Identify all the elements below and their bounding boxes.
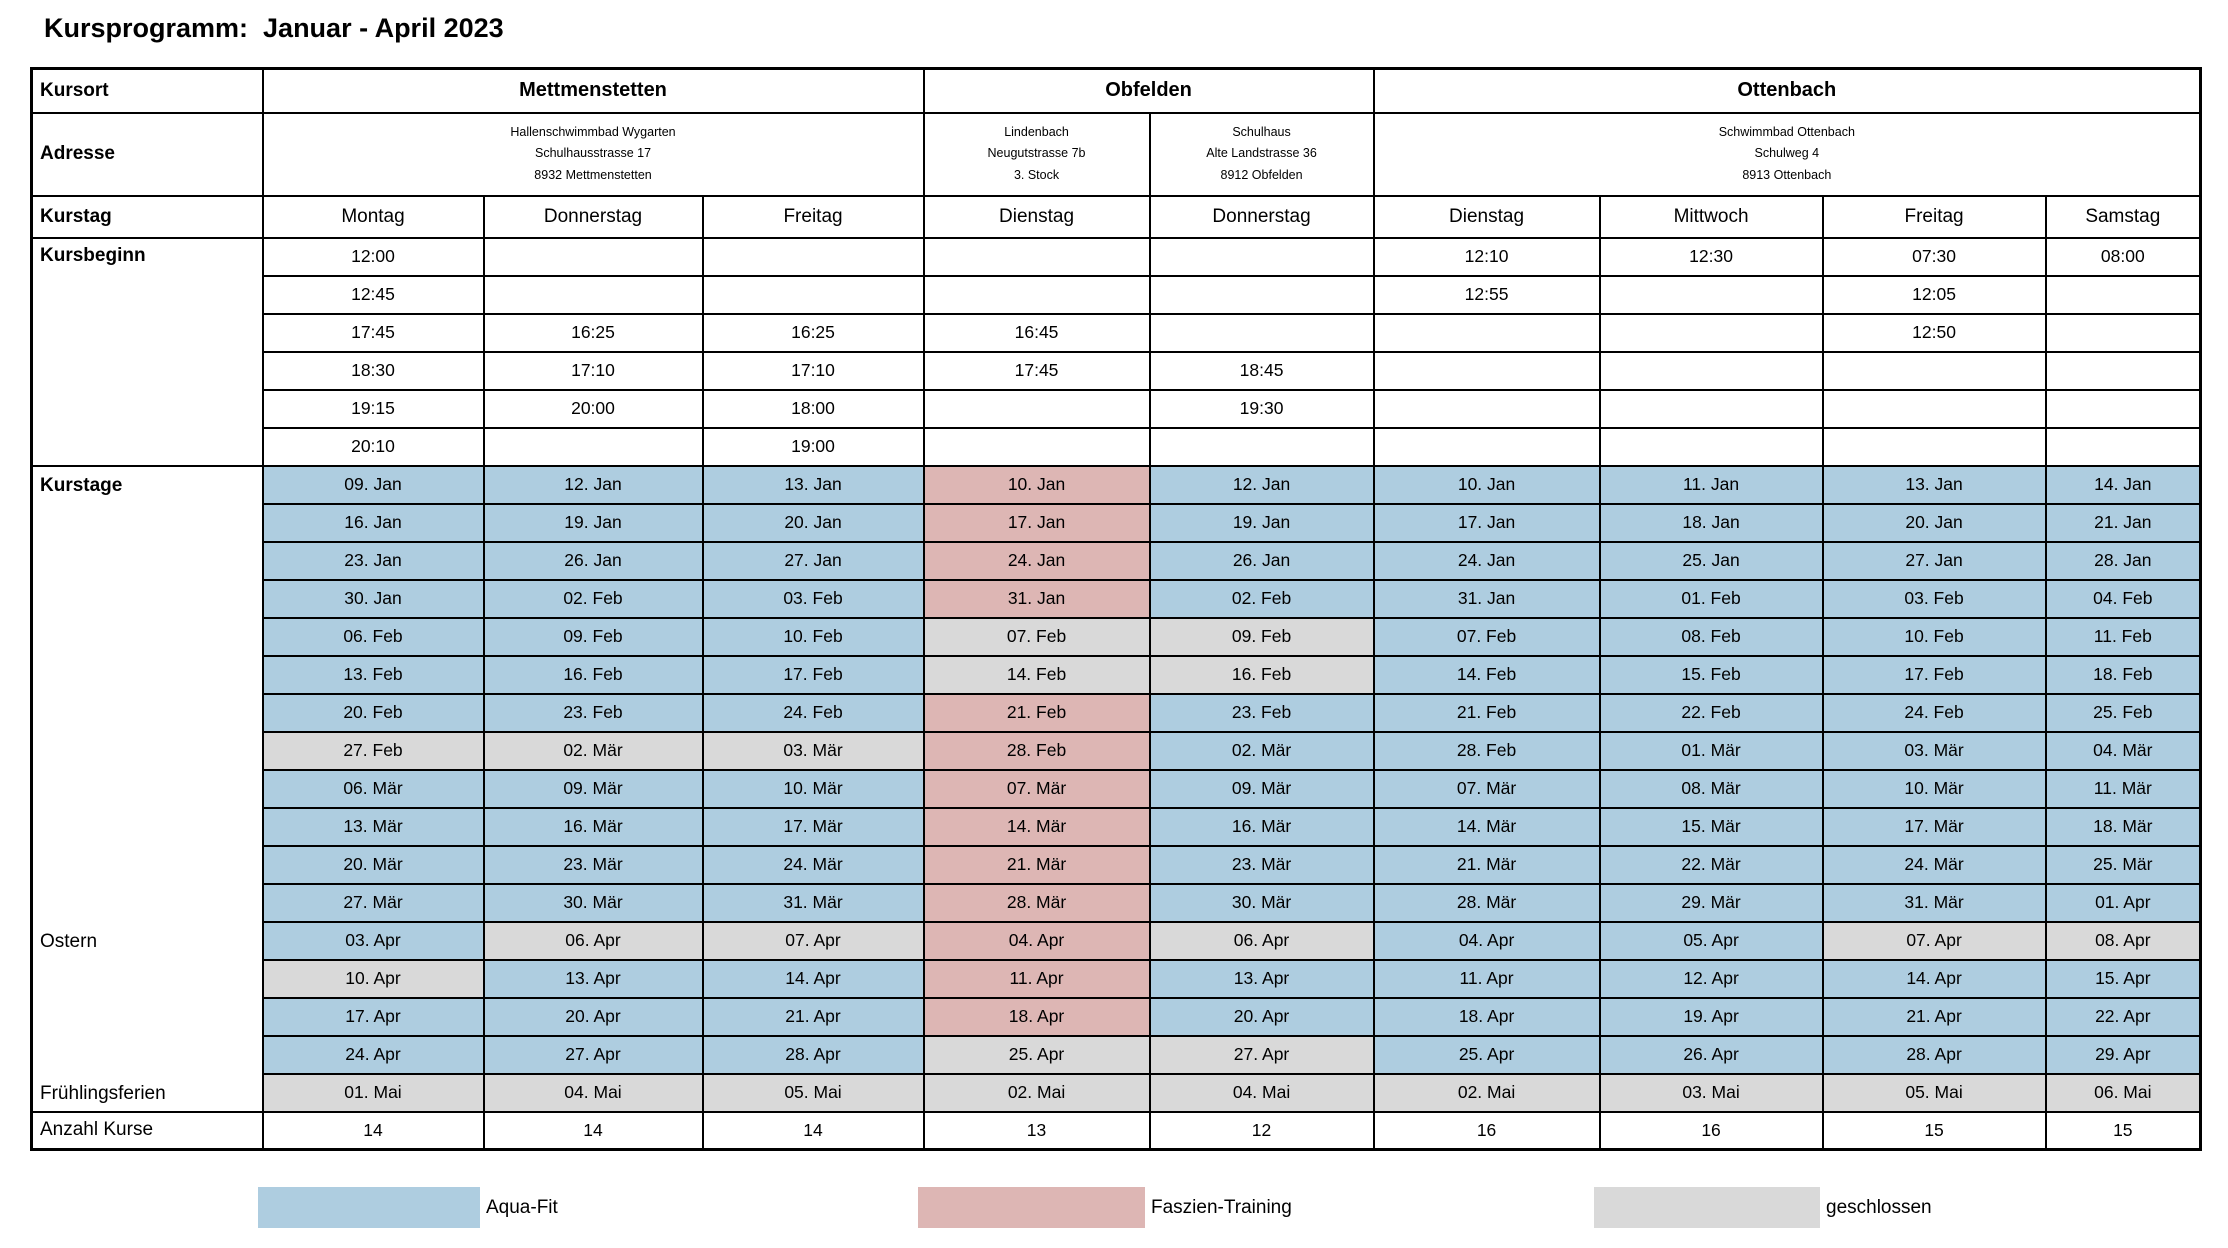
date-cell: 11. Apr xyxy=(924,960,1150,998)
time-cell: 12:10 xyxy=(1374,238,1600,276)
date-cell: 21. Apr xyxy=(703,998,924,1036)
kurstage-row xyxy=(32,846,2201,884)
time-cell xyxy=(2046,314,2201,352)
address-cell xyxy=(924,113,1150,196)
kurstage-row xyxy=(32,504,2201,542)
course-count-cell: 14 xyxy=(703,1112,924,1150)
time-cell: 12:50 xyxy=(1823,314,2046,352)
time-cell: 08:00 xyxy=(2046,238,2201,276)
date-cell: 29. Apr xyxy=(2046,1036,2201,1074)
date-cell: 27. Apr xyxy=(1150,1036,1374,1074)
date-cell: 01. Feb xyxy=(1600,580,1823,618)
time-cell: 12:30 xyxy=(1600,238,1823,276)
date-cell: 18. Apr xyxy=(1374,998,1600,1036)
date-cell: 17. Mär xyxy=(703,808,924,846)
date-cell: 13. Feb xyxy=(263,656,484,694)
time-cell: 07:30 xyxy=(1823,238,2046,276)
address-line: 3. Stock xyxy=(1013,167,1060,182)
legend-item-faszien-training xyxy=(918,1187,1292,1228)
date-cell: 25. Feb xyxy=(2046,694,2201,732)
day-header: Freitag xyxy=(1823,196,2046,238)
date-cell: 07. Mär xyxy=(1374,770,1600,808)
time-cell: 18:00 xyxy=(703,390,924,428)
date-cell: 30. Mär xyxy=(1150,884,1374,922)
address-line: Schulhaus xyxy=(1232,125,1291,140)
kurstage-row xyxy=(32,1036,2201,1074)
date-cell: 18. Feb xyxy=(2046,656,2201,694)
kurstage-row xyxy=(32,1074,2201,1112)
anzahl-row xyxy=(32,1112,2201,1150)
time-cell: 16:25 xyxy=(484,314,703,352)
time-cell: 17:45 xyxy=(924,352,1150,390)
time-cell xyxy=(1374,390,1600,428)
date-cell: 02. Mai xyxy=(1374,1074,1600,1112)
date-cell: 24. Feb xyxy=(703,694,924,732)
date-cell: 10. Apr xyxy=(263,960,484,998)
course-count-cell: 16 xyxy=(1374,1112,1600,1150)
time-cell: 20:10 xyxy=(263,428,484,466)
kursbeginn-row xyxy=(32,314,2201,352)
day-header: Dienstag xyxy=(1374,196,1600,238)
date-cell: 17. Feb xyxy=(703,656,924,694)
kurstage-row xyxy=(32,466,2201,504)
date-cell: 20. Apr xyxy=(484,998,703,1036)
kurstage-row xyxy=(32,998,2201,1036)
kursbeginn-row xyxy=(32,428,2201,466)
date-cell: 10. Jan xyxy=(924,466,1150,504)
date-cell: 11. Mär xyxy=(2046,770,2201,808)
date-cell: 09. Feb xyxy=(484,618,703,656)
date-cell: 28. Apr xyxy=(1823,1036,2046,1074)
kurstage-row xyxy=(32,656,2201,694)
time-cell xyxy=(1150,276,1374,314)
date-cell: 17. Feb xyxy=(1823,656,2046,694)
date-cell: 07. Feb xyxy=(1374,618,1600,656)
time-cell xyxy=(1374,314,1600,352)
location-header: Mettmenstetten xyxy=(263,69,924,113)
time-cell xyxy=(1600,314,1823,352)
kursort-row xyxy=(32,69,2201,113)
anzahl-kurse-label: Anzahl Kurse xyxy=(32,1112,263,1150)
date-cell: 14. Apr xyxy=(1823,960,2046,998)
date-cell: 04. Feb xyxy=(2046,580,2201,618)
date-cell: 31. Jan xyxy=(924,580,1150,618)
address-line: 8932 Mettmenstetten xyxy=(534,167,652,182)
address-line: 8912 Obfelden xyxy=(1220,167,1303,182)
time-cell: 16:45 xyxy=(924,314,1150,352)
location-header: Ottenbach xyxy=(1374,69,2201,113)
legend-label: geschlossen xyxy=(1826,1196,1932,1218)
date-cell: 16. Feb xyxy=(1150,656,1374,694)
ostern-label: Ostern xyxy=(40,930,98,952)
kurstage-row xyxy=(32,542,2201,580)
time-cell xyxy=(1823,428,2046,466)
address-line: Neugutstrasse 7b xyxy=(987,146,1086,161)
date-cell: 30. Jan xyxy=(263,580,484,618)
date-cell: 21. Mär xyxy=(1374,846,1600,884)
date-cell: 03. Mär xyxy=(1823,732,2046,770)
date-cell: 20. Jan xyxy=(1823,504,2046,542)
time-cell xyxy=(924,428,1150,466)
day-header: Dienstag xyxy=(924,196,1150,238)
date-cell: 17. Apr xyxy=(263,998,484,1036)
date-cell: 02. Mär xyxy=(484,732,703,770)
time-cell xyxy=(1150,238,1374,276)
kurstage-row xyxy=(32,960,2201,998)
kursbeginn-label: Kursbeginn xyxy=(32,238,263,466)
date-cell: 19. Apr xyxy=(1600,998,1823,1036)
time-cell xyxy=(484,276,703,314)
date-cell: 16. Mär xyxy=(484,808,703,846)
address-cell xyxy=(1150,113,1374,196)
date-cell: 26. Jan xyxy=(484,542,703,580)
date-cell: 08. Apr xyxy=(2046,922,2201,960)
date-cell: 01. Mai xyxy=(263,1074,484,1112)
date-cell: 10. Mär xyxy=(703,770,924,808)
date-cell: 01. Mär xyxy=(1600,732,1823,770)
kurstage-row xyxy=(32,732,2201,770)
adresse-row xyxy=(32,113,2201,196)
date-cell: 15. Apr xyxy=(2046,960,2201,998)
date-cell: 12. Jan xyxy=(1150,466,1374,504)
date-cell: 07. Apr xyxy=(1823,922,2046,960)
date-cell: 02. Mär xyxy=(1150,732,1374,770)
date-cell: 24. Apr xyxy=(263,1036,484,1074)
kurstag-label: Kurstag xyxy=(32,196,263,238)
time-cell: 17:45 xyxy=(263,314,484,352)
time-cell: 20:00 xyxy=(484,390,703,428)
date-cell: 14. Jan xyxy=(2046,466,2201,504)
legend-item-aqua-fit xyxy=(258,1187,558,1228)
date-cell: 23. Feb xyxy=(484,694,703,732)
course-count-cell: 13 xyxy=(924,1112,1150,1150)
day-header: Montag xyxy=(263,196,484,238)
date-cell: 26. Apr xyxy=(1600,1036,1823,1074)
date-cell: 21. Apr xyxy=(1823,998,2046,1036)
time-cell xyxy=(1600,390,1823,428)
date-cell: 13. Jan xyxy=(1823,466,2046,504)
date-cell: 21. Feb xyxy=(1374,694,1600,732)
time-cell xyxy=(1823,352,2046,390)
time-cell: 19:30 xyxy=(1150,390,1374,428)
date-cell: 14. Feb xyxy=(1374,656,1600,694)
date-cell: 02. Feb xyxy=(484,580,703,618)
time-cell: 12:05 xyxy=(1823,276,2046,314)
kursbeginn-row xyxy=(32,238,2201,276)
date-cell: 09. Mär xyxy=(1150,770,1374,808)
date-cell: 21. Jan xyxy=(2046,504,2201,542)
date-cell: 21. Feb xyxy=(924,694,1150,732)
date-cell: 06. Mär xyxy=(263,770,484,808)
time-cell: 12:55 xyxy=(1374,276,1600,314)
time-cell xyxy=(484,238,703,276)
kurstage-row xyxy=(32,618,2201,656)
date-cell: 05. Mai xyxy=(703,1074,924,1112)
date-cell: 13. Apr xyxy=(484,960,703,998)
date-cell: 03. Mai xyxy=(1600,1074,1823,1112)
date-cell: 10. Jan xyxy=(1374,466,1600,504)
date-cell: 05. Apr xyxy=(1600,922,1823,960)
date-cell: 18. Mär xyxy=(2046,808,2201,846)
address-line: Hallenschwimmbad Wygarten xyxy=(510,125,676,140)
time-cell: 18:30 xyxy=(263,352,484,390)
date-cell: 14. Mär xyxy=(924,808,1150,846)
date-cell: 12. Apr xyxy=(1600,960,1823,998)
location-header: Obfelden xyxy=(924,69,1374,113)
kurstage-row xyxy=(32,694,2201,732)
date-cell: 07. Feb xyxy=(924,618,1150,656)
date-cell: 04. Mai xyxy=(484,1074,703,1112)
date-cell: 18. Apr xyxy=(924,998,1150,1036)
fruehlingsferien-label: Frühlingsferien xyxy=(40,1082,166,1104)
time-cell: 16:25 xyxy=(703,314,924,352)
course-count-cell: 15 xyxy=(1823,1112,2046,1150)
date-cell: 11. Jan xyxy=(1600,466,1823,504)
date-cell: 24. Mär xyxy=(1823,846,2046,884)
date-cell: 04. Mai xyxy=(1150,1074,1374,1112)
date-cell: 28. Jan xyxy=(2046,542,2201,580)
date-cell: 08. Feb xyxy=(1600,618,1823,656)
date-cell: 13. Jan xyxy=(703,466,924,504)
date-cell: 14. Mär xyxy=(1374,808,1600,846)
adresse-label: Adresse xyxy=(32,113,263,196)
date-cell: 01. Apr xyxy=(2046,884,2201,922)
date-cell: 19. Jan xyxy=(484,504,703,542)
date-cell: 07. Mär xyxy=(924,770,1150,808)
day-header: Freitag xyxy=(703,196,924,238)
course-count-cell: 12 xyxy=(1150,1112,1374,1150)
date-cell: 12. Jan xyxy=(484,466,703,504)
legend-swatch xyxy=(1594,1187,1820,1228)
address-cell xyxy=(1374,113,2201,196)
time-cell: 18:45 xyxy=(1150,352,1374,390)
date-cell: 24. Jan xyxy=(924,542,1150,580)
date-cell: 06. Mai xyxy=(2046,1074,2201,1112)
date-cell: 19. Jan xyxy=(1150,504,1374,542)
date-cell: 16. Jan xyxy=(263,504,484,542)
date-cell: 23. Feb xyxy=(1150,694,1374,732)
date-cell: 10. Mär xyxy=(1823,770,2046,808)
date-cell: 26. Jan xyxy=(1150,542,1374,580)
time-cell xyxy=(703,276,924,314)
date-cell: 25. Jan xyxy=(1600,542,1823,580)
legend-label: Aqua-Fit xyxy=(486,1196,558,1218)
address-cell xyxy=(263,113,924,196)
kursort-label: Kursort xyxy=(32,69,263,113)
date-cell: 22. Feb xyxy=(1600,694,1823,732)
time-cell xyxy=(2046,276,2201,314)
kursbeginn-row xyxy=(32,352,2201,390)
time-cell xyxy=(1374,352,1600,390)
time-cell xyxy=(2046,352,2201,390)
date-cell: 24. Mär xyxy=(703,846,924,884)
date-cell: 25. Mär xyxy=(2046,846,2201,884)
time-cell xyxy=(1150,428,1374,466)
kursbeginn-row xyxy=(32,390,2201,428)
legend-swatch xyxy=(258,1187,480,1228)
date-cell: 25. Apr xyxy=(924,1036,1150,1074)
date-cell: 28. Apr xyxy=(703,1036,924,1074)
date-cell: 04. Apr xyxy=(924,922,1150,960)
date-cell: 30. Mär xyxy=(484,884,703,922)
date-cell: 28. Mär xyxy=(1374,884,1600,922)
address-line: 8913 Ottenbach xyxy=(1742,167,1832,182)
date-cell: 28. Feb xyxy=(924,732,1150,770)
date-cell: 09. Mär xyxy=(484,770,703,808)
date-cell: 20. Jan xyxy=(703,504,924,542)
day-header: Donnerstag xyxy=(484,196,703,238)
time-cell: 19:00 xyxy=(703,428,924,466)
date-cell: 03. Feb xyxy=(703,580,924,618)
address-line: Alte Landstrasse 36 xyxy=(1206,146,1317,161)
time-cell: 17:10 xyxy=(484,352,703,390)
date-cell: 20. Mär xyxy=(263,846,484,884)
date-cell: 28. Feb xyxy=(1374,732,1600,770)
date-cell: 05. Mai xyxy=(1823,1074,2046,1112)
kurstage-label-cell xyxy=(32,466,263,1112)
course-count-cell: 15 xyxy=(2046,1112,2201,1150)
day-header: Samstag xyxy=(2046,196,2201,238)
date-cell: 22. Apr xyxy=(2046,998,2201,1036)
date-cell: 03. Feb xyxy=(1823,580,2046,618)
date-cell: 29. Mär xyxy=(1600,884,1823,922)
time-cell: 19:15 xyxy=(263,390,484,428)
legend xyxy=(30,1187,2199,1247)
date-cell: 06. Apr xyxy=(1150,922,1374,960)
date-cell: 31. Jan xyxy=(1374,580,1600,618)
time-cell xyxy=(2046,390,2201,428)
date-cell: 10. Feb xyxy=(703,618,924,656)
course-schedule-table xyxy=(30,67,2202,1151)
date-cell: 31. Mär xyxy=(1823,884,2046,922)
time-cell xyxy=(1150,314,1374,352)
date-cell: 20. Apr xyxy=(1150,998,1374,1036)
address-line: Schulweg 4 xyxy=(1754,146,1820,161)
date-cell: 17. Mär xyxy=(1823,808,2046,846)
date-cell: 23. Mär xyxy=(484,846,703,884)
time-cell xyxy=(924,276,1150,314)
date-cell: 31. Mär xyxy=(703,884,924,922)
course-count-cell: 14 xyxy=(263,1112,484,1150)
date-cell: 27. Jan xyxy=(1823,542,2046,580)
time-cell xyxy=(924,238,1150,276)
kurstage-row xyxy=(32,770,2201,808)
date-cell: 06. Feb xyxy=(263,618,484,656)
kurstage-row xyxy=(32,808,2201,846)
date-cell: 27. Feb xyxy=(263,732,484,770)
course-count-cell: 16 xyxy=(1600,1112,1823,1150)
date-cell: 04. Mär xyxy=(2046,732,2201,770)
time-cell xyxy=(924,390,1150,428)
date-cell: 27. Mär xyxy=(263,884,484,922)
date-cell: 27. Jan xyxy=(703,542,924,580)
kurstage-row xyxy=(32,580,2201,618)
address-line: Lindenbach xyxy=(1004,125,1069,140)
time-cell xyxy=(1823,390,2046,428)
date-cell: 18. Jan xyxy=(1600,504,1823,542)
date-cell: 13. Mär xyxy=(263,808,484,846)
date-cell: 04. Apr xyxy=(1374,922,1600,960)
time-cell: 12:45 xyxy=(263,276,484,314)
date-cell: 06. Apr xyxy=(484,922,703,960)
date-cell: 24. Jan xyxy=(1374,542,1600,580)
legend-swatch xyxy=(918,1187,1145,1228)
address-line: Schwimmbad Ottenbach xyxy=(1718,125,1855,140)
date-cell: 24. Feb xyxy=(1823,694,2046,732)
legend-label: Faszien-Training xyxy=(1151,1196,1292,1218)
date-cell: 21. Mär xyxy=(924,846,1150,884)
date-cell: 11. Feb xyxy=(2046,618,2201,656)
date-cell: 07. Apr xyxy=(703,922,924,960)
date-cell: 03. Mär xyxy=(703,732,924,770)
date-cell: 09. Feb xyxy=(1150,618,1374,656)
day-header: Donnerstag xyxy=(1150,196,1374,238)
date-cell: 25. Apr xyxy=(1374,1036,1600,1074)
course-count-cell: 14 xyxy=(484,1112,703,1150)
time-cell xyxy=(1600,352,1823,390)
address-line: Schulhausstrasse 17 xyxy=(534,146,652,161)
time-cell xyxy=(2046,428,2201,466)
date-cell: 15. Feb xyxy=(1600,656,1823,694)
date-cell: 08. Mär xyxy=(1600,770,1823,808)
date-cell: 17. Jan xyxy=(1374,504,1600,542)
date-cell: 22. Mär xyxy=(1600,846,1823,884)
date-cell: 20. Feb xyxy=(263,694,484,732)
date-cell: 03. Apr xyxy=(263,922,484,960)
date-cell: 23. Mär xyxy=(1150,846,1374,884)
kurstage-row xyxy=(32,884,2201,922)
date-cell: 15. Mär xyxy=(1600,808,1823,846)
time-cell xyxy=(1600,276,1823,314)
time-cell: 12:00 xyxy=(263,238,484,276)
date-cell: 16. Mär xyxy=(1150,808,1374,846)
date-cell: 28. Mär xyxy=(924,884,1150,922)
legend-item-geschlossen xyxy=(1594,1187,1932,1228)
date-cell: 23. Jan xyxy=(263,542,484,580)
time-cell: 17:10 xyxy=(703,352,924,390)
date-cell: 13. Apr xyxy=(1150,960,1374,998)
date-cell: 02. Mai xyxy=(924,1074,1150,1112)
kurstage-label: Kurstage xyxy=(40,474,123,496)
day-header: Mittwoch xyxy=(1600,196,1823,238)
date-cell: 17. Jan xyxy=(924,504,1150,542)
date-cell: 27. Apr xyxy=(484,1036,703,1074)
time-cell xyxy=(484,428,703,466)
date-cell: 14. Apr xyxy=(703,960,924,998)
time-cell xyxy=(1374,428,1600,466)
date-cell: 02. Feb xyxy=(1150,580,1374,618)
time-cell xyxy=(1600,428,1823,466)
kurstage-row xyxy=(32,922,2201,960)
date-cell: 10. Feb xyxy=(1823,618,2046,656)
date-cell: 14. Feb xyxy=(924,656,1150,694)
date-cell: 16. Feb xyxy=(484,656,703,694)
time-cell xyxy=(703,238,924,276)
date-cell: 09. Jan xyxy=(263,466,484,504)
kurstag-row xyxy=(32,196,2201,238)
kursbeginn-row xyxy=(32,276,2201,314)
date-cell: 11. Apr xyxy=(1374,960,1600,998)
page-title: Kursprogramm: Januar - April 2023 xyxy=(44,13,504,43)
